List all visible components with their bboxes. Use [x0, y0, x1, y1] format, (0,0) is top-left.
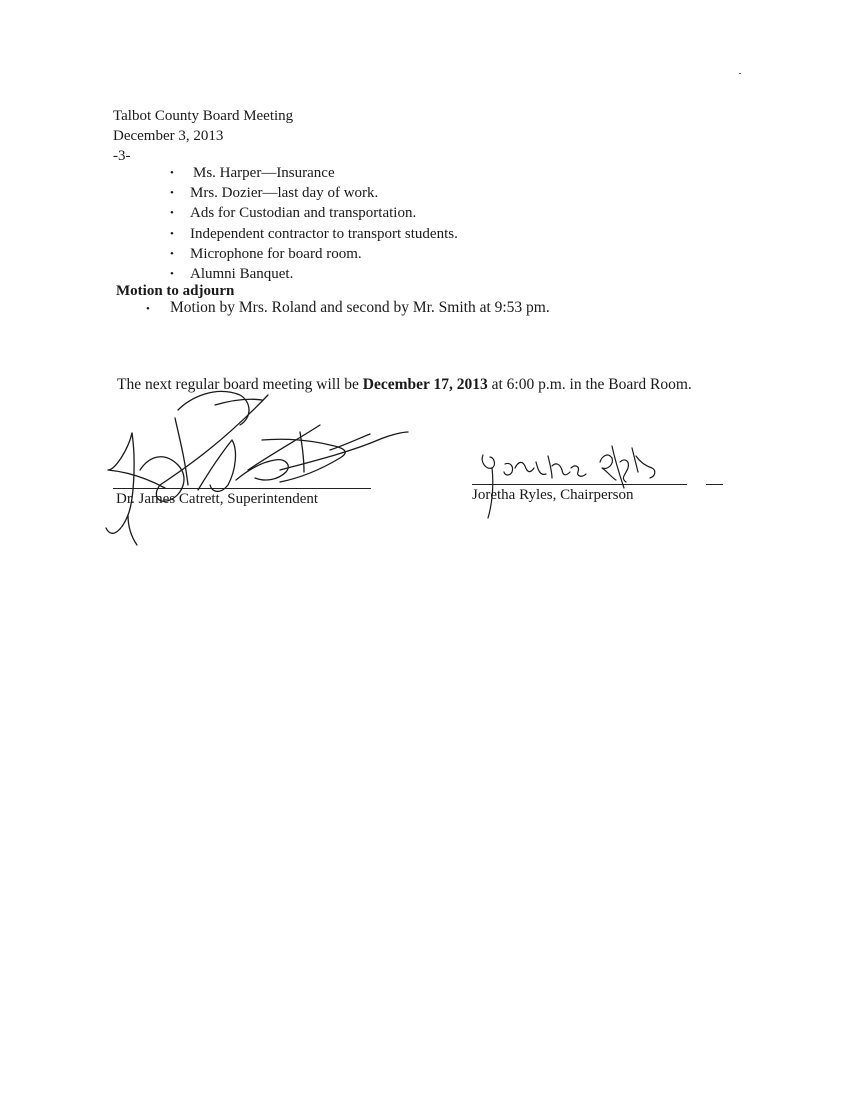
- agenda-item: [170, 203, 458, 223]
- page-number: -3-: [113, 148, 131, 164]
- agenda-item-text: Mrs. Dozier—last day of work.: [190, 185, 379, 202]
- motion-item: [146, 299, 550, 317]
- superintendent-signature-line: [113, 488, 371, 489]
- bullet-icon: •: [146, 303, 150, 315]
- bullet-icon: •: [170, 167, 174, 179]
- bullet-icon: •: [170, 207, 174, 220]
- superintendent-signature-icon: [106, 391, 408, 545]
- bullet-icon: •: [170, 187, 174, 200]
- chairperson-signature-icon: [482, 446, 655, 518]
- next-meeting-suffix: at 6:00 p.m. in the Board Room.: [487, 376, 692, 393]
- superintendent-label: Dr. James Catrett, Superintendent: [116, 491, 319, 507]
- chairperson-signature-line-end: [706, 484, 723, 485]
- motion-item-text: Motion by Mrs. Roland and second by Mr. Smith at 9:53 pm.: [170, 299, 550, 316]
- bullet-icon: •: [170, 267, 174, 280]
- next-meeting-notice: [117, 373, 717, 397]
- document-title: Talbot County Board Meeting: [113, 108, 294, 124]
- bullet-icon: •: [170, 247, 174, 260]
- agenda-item-text: Microphone for board room.: [190, 245, 362, 262]
- agenda-item: [170, 264, 458, 284]
- motion-heading: Motion to adjourn: [116, 283, 235, 299]
- next-meeting-date: December 17, 2013: [362, 376, 488, 393]
- agenda-item: [170, 183, 458, 203]
- agenda-list: [170, 163, 458, 284]
- next-meeting-prefix: The next regular board meeting will be: [117, 376, 363, 393]
- chairperson-signature-line: [472, 484, 687, 485]
- meeting-date: December 3, 2013: [113, 128, 224, 144]
- agenda-item: [170, 224, 458, 244]
- agenda-item-text: Independent contractor to transport students.: [190, 225, 458, 242]
- bullet-icon: •: [170, 227, 174, 240]
- scan-speck: [739, 73, 741, 74]
- agenda-item-text: Alumni Banquet.: [190, 265, 294, 282]
- chairperson-label: Joretha Ryles, Chairperson: [472, 487, 634, 503]
- agenda-item: [170, 244, 458, 264]
- agenda-item-text: Ads for Custodian and transportation.: [190, 205, 417, 222]
- agenda-item-text: Ms. Harper—Insurance: [193, 165, 335, 181]
- agenda-item: [170, 163, 458, 183]
